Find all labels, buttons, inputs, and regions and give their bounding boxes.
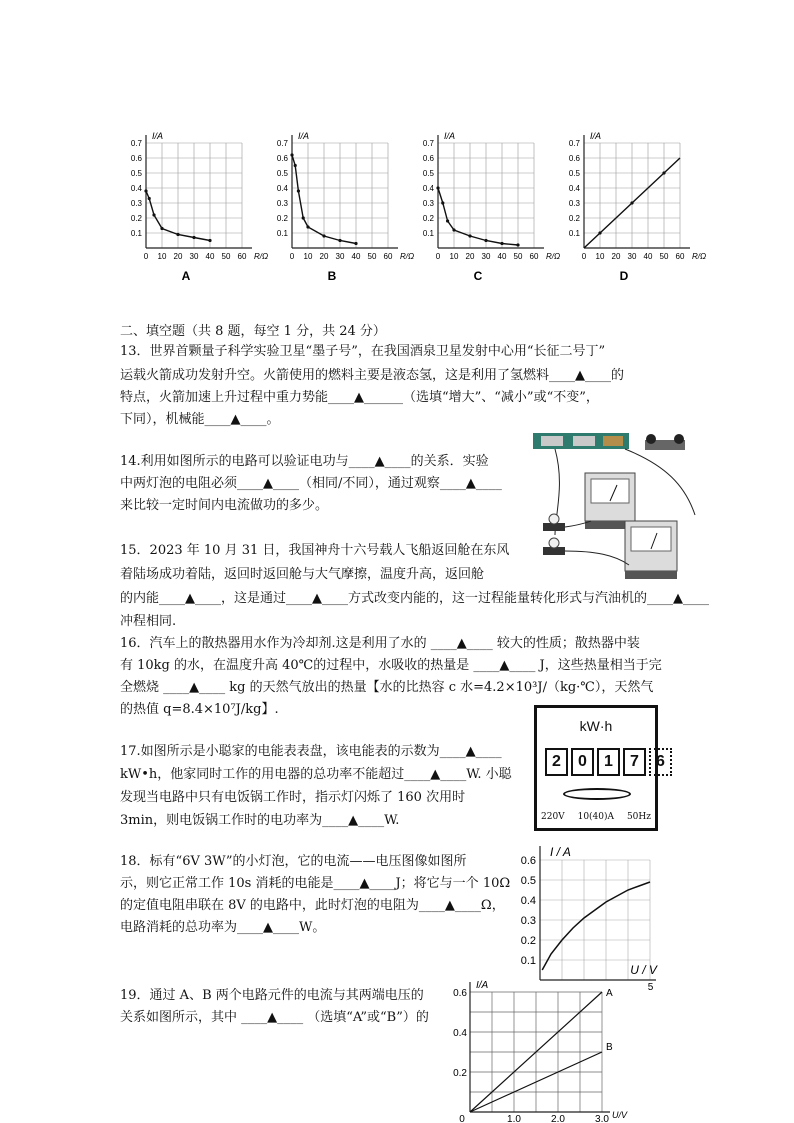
data-point	[306, 225, 309, 228]
q16-line-1: 16．汽车上的散热器用水作为冷却剂.这是利用了水的 ____▲____ 较大的性质；散热器中装	[120, 636, 640, 651]
y-tick-label: 0.1	[520, 955, 536, 967]
x-tick-label: 30	[335, 252, 345, 261]
y-axis-label: I/A	[152, 131, 164, 141]
ab-iu-graph	[448, 980, 628, 1123]
x-tick-label: 30	[481, 252, 491, 261]
x-tick-label: 40	[351, 252, 361, 261]
x-tick-label: 20	[319, 252, 329, 261]
y-tick-label: 0.5	[520, 875, 536, 887]
y-tick-label: 0.5	[130, 169, 142, 178]
data-point	[208, 239, 211, 242]
q17-line-3: 发现当电路中只有电饭锅工作时，指示灯闪烁了 160 次用时	[120, 790, 466, 805]
x-axis-label: R/Ω	[692, 252, 707, 261]
x-tick-label: 30	[189, 252, 199, 261]
y-tick-label: 0.3	[130, 199, 142, 208]
y-tick-label: 0.7	[130, 139, 142, 148]
q17-line-1: 17.如图所示是小聪家的电能表表盘，该电能表的示数为____▲____	[120, 744, 502, 759]
q13-line-4: 下同），机械能____▲____。	[120, 412, 280, 427]
data-point	[500, 242, 503, 245]
q14-line-1: 14.利用如图所示的电路可以验证电功与____▲____的关系．实验	[120, 454, 489, 469]
q19-line-1: 19．通过 A、B 两个电路元件的电流与其两端电压的	[120, 988, 424, 1003]
x-tick-label: 20	[611, 252, 621, 261]
data-point	[294, 164, 297, 167]
q18-line-3: 的定值电阻串联在 8V 的电路中，此时灯泡的电阻为____▲____Ω，	[120, 898, 505, 913]
y-axis-label: I / A	[550, 845, 571, 859]
x-tick-label: 0	[289, 252, 295, 261]
meter-digit: 0	[571, 748, 594, 776]
y-tick-label: 0.5	[568, 169, 580, 178]
graph-letter: B	[327, 269, 337, 283]
meter-voltage: 220V	[541, 812, 565, 822]
q14-line-3: 来比较一定时间内电流做功的多少。	[120, 498, 329, 513]
data-point	[148, 197, 151, 200]
y-tick-label: 0.2	[453, 1068, 467, 1079]
data-point	[297, 189, 300, 192]
x-axis-label: R/Ω	[400, 252, 415, 261]
data-point	[468, 234, 471, 237]
data-point	[441, 201, 444, 204]
y-tick-label: 0.6	[130, 154, 142, 163]
data-point	[446, 219, 449, 222]
graph-b	[277, 131, 414, 283]
data-point	[598, 231, 601, 234]
x-tick-label: 10	[595, 252, 605, 261]
y-tick-label: 0.6	[422, 154, 434, 163]
meter-digits	[545, 748, 672, 776]
q15-line-2: 着陆场成功着陆，返回时返回舱与大气摩擦，温度升高，返回舱	[120, 567, 485, 582]
x-tick-label: 10	[157, 252, 167, 261]
data-point	[516, 243, 519, 246]
data-point	[354, 242, 357, 245]
y-tick-label: 0.3	[568, 199, 580, 208]
y-tick-label: 0.4	[276, 184, 288, 193]
y-tick-label: 0.1	[130, 229, 142, 238]
y-tick-label: 0.4	[453, 1028, 467, 1039]
x-tick-label: 40	[497, 252, 507, 261]
y-tick-label: 0.4	[568, 184, 580, 193]
y-axis-label: I/A	[298, 131, 310, 141]
x-tick-label: 10	[449, 252, 459, 261]
x-tick-label: 50	[659, 252, 669, 261]
y-tick-label: 0.1	[276, 229, 288, 238]
x-tick-label: 40	[643, 252, 653, 261]
y-tick-label: 0.7	[276, 139, 288, 148]
q15-line-3: 的内能____▲____，这是通过____▲____方式改变内能的，这一过程能量转化形式与汽油机的____▲____	[120, 591, 709, 606]
q18-line-2: 示，则它正常工作 10s 消耗的电能是____▲____J；将它与一个 10Ω	[120, 876, 511, 891]
y-tick-label: 0.6	[453, 988, 467, 999]
q14-line-2: 中两灯泡的电阻必须____▲____（相同/不同），通过观察____▲____	[120, 476, 502, 491]
x-axis-label: U / V	[630, 963, 657, 977]
graph-letter: D	[619, 269, 629, 283]
meter-unit: kW·h	[579, 718, 613, 734]
curve	[438, 188, 518, 245]
meter-current: 10(40)A	[577, 812, 615, 822]
x-tick-label: 20	[465, 252, 475, 261]
x-tick-label: 50	[221, 252, 231, 261]
y-axis-label: I/A	[590, 131, 602, 141]
line-label-b: B	[606, 1042, 613, 1053]
data-point	[452, 228, 455, 231]
y-tick-label: 0.1	[422, 229, 434, 238]
x-tick-label: 0	[459, 1114, 465, 1123]
x-tick-label: 50	[513, 252, 523, 261]
y-tick-label: 0.2	[130, 214, 142, 223]
y-tick-label: 0.6	[568, 154, 580, 163]
y-tick-label: 0.2	[520, 935, 536, 947]
q19-line-2: 关系如图所示，其中 ____▲____ （选填“A”或“B”）的	[120, 1010, 429, 1025]
line-label-a: A	[606, 988, 613, 999]
lamp-curve	[542, 882, 650, 970]
y-tick-label: 0.7	[568, 139, 580, 148]
y-tick-label: 0.5	[422, 169, 434, 178]
data-point	[144, 189, 147, 192]
data-point	[176, 233, 179, 236]
q13-line-3: 特点，火箭加速上升过程中重力势能____▲______（选填“增大”、“减小”或“不变”，	[120, 390, 599, 405]
q13-line-1: 13．世界首颗量子科学实验卫星“墨子号”，在我国酒泉卫星发射中心用“长征二号丁”	[120, 344, 606, 359]
meter-digit: 1	[597, 748, 620, 776]
y-tick-label: 0.6	[276, 154, 288, 163]
y-tick-label: 0.4	[520, 895, 536, 907]
meter-disc	[563, 788, 631, 800]
q13-line-2: 运载火箭成功发射升空。火箭使用的燃料主要是液态氢，这是利用了氢燃料____▲____的	[120, 368, 624, 383]
y-tick-label: 0.4	[130, 184, 142, 193]
x-tick-label: 0	[581, 252, 587, 261]
x-tick-label: 60	[383, 252, 393, 261]
x-tick-label: 50	[367, 252, 377, 261]
data-point	[152, 213, 155, 216]
x-axis-label: U/V	[612, 1110, 628, 1120]
x-tick-label: 20	[173, 252, 183, 261]
q18-line-1: 18．标有“6V 3W”的小灯泡，它的电流——电压图像如图所	[120, 854, 467, 869]
energy-meter	[534, 705, 665, 831]
q15-line-4: 冲程相同.	[120, 614, 177, 629]
data-point	[160, 227, 163, 230]
q16-line-4: 的热值 q=8.4×10⁷J/kg】.	[120, 702, 279, 717]
y-tick-label: 0.3	[422, 199, 434, 208]
data-point	[322, 234, 325, 237]
x-tick-label: 0	[143, 252, 149, 261]
section-title: 二、填空题（共 8 题，每空 1 分，共 24 分）	[120, 324, 386, 339]
y-tick-label: 0.6	[520, 855, 536, 867]
meter-footer	[541, 812, 651, 822]
q16-line-3: 全燃烧 ____▲____ kg 的天然气放出的热量【水的比热容 c 水=4.2×10³J/（kg·℃），天然气	[120, 680, 654, 695]
meter-digit: 2	[545, 748, 568, 776]
y-axis-label: I/A	[476, 980, 489, 991]
y-tick-label: 0.2	[568, 214, 580, 223]
graph-letter: C	[473, 269, 483, 283]
q17-line-2: kW•h，他家同时工作的用电器的总功率不能超过____▲____W. 小聪	[120, 767, 512, 782]
x-tick-label: 2.0	[551, 1114, 565, 1123]
meter-digit: 7	[623, 748, 646, 776]
q18-line-4: 电路消耗的总功率为____▲____W。	[120, 920, 326, 935]
q17-line-4: 3min，则电饭锅工作时的电功率为____▲____W.	[120, 813, 400, 828]
lamp-iu-graph	[510, 840, 670, 993]
data-point	[484, 239, 487, 242]
x-tick-label: 0	[435, 252, 441, 261]
data-point	[630, 201, 633, 204]
q15-line-1: 15．2023 年 10 月 31 日，我国神舟十六号载人飞船返回舱在东风	[120, 543, 510, 558]
x-axis-label: R/Ω	[546, 252, 561, 261]
y-tick-label: 0.7	[422, 139, 434, 148]
y-tick-label: 0.3	[276, 199, 288, 208]
circuit-experiment-figure	[525, 425, 700, 580]
q16-line-2: 有 10kg 的水，在温度升高 40℃的过程中，水吸收的热量是 ____▲____ J，这些热量相当于完	[120, 658, 662, 673]
y-tick-label: 0.4	[422, 184, 434, 193]
graph-letter: A	[181, 269, 191, 283]
x-tick-label: 10	[303, 252, 313, 261]
top-graphs	[118, 128, 707, 298]
y-tick-label: 0.2	[276, 214, 288, 223]
data-point	[192, 236, 195, 239]
data-point	[436, 186, 439, 189]
data-point	[302, 216, 305, 219]
x-tick-label: 30	[627, 252, 637, 261]
data-point	[662, 171, 665, 174]
x-tick-label: 5	[647, 982, 654, 993]
graph-d	[569, 131, 706, 283]
x-tick-label: 3.0	[595, 1114, 609, 1123]
graph-a	[131, 131, 268, 283]
y-tick-label: 0.1	[568, 229, 580, 238]
y-tick-label: 0.2	[422, 214, 434, 223]
data-point	[338, 239, 341, 242]
graph-c	[423, 131, 560, 283]
x-tick-label: 60	[237, 252, 247, 261]
data-point	[290, 153, 293, 156]
meter-digit-decimal: 6	[649, 748, 672, 776]
x-tick-label: 60	[675, 252, 685, 261]
meter-frequency: 50Hz	[626, 812, 651, 822]
x-tick-label: 60	[529, 252, 539, 261]
y-axis-label: I/A	[444, 131, 456, 141]
x-axis-label: R/Ω	[254, 252, 269, 261]
y-tick-label: 0.5	[276, 169, 288, 178]
x-tick-label: 40	[205, 252, 215, 261]
y-tick-label: 0.3	[520, 915, 536, 927]
x-tick-label: 1.0	[507, 1114, 521, 1123]
